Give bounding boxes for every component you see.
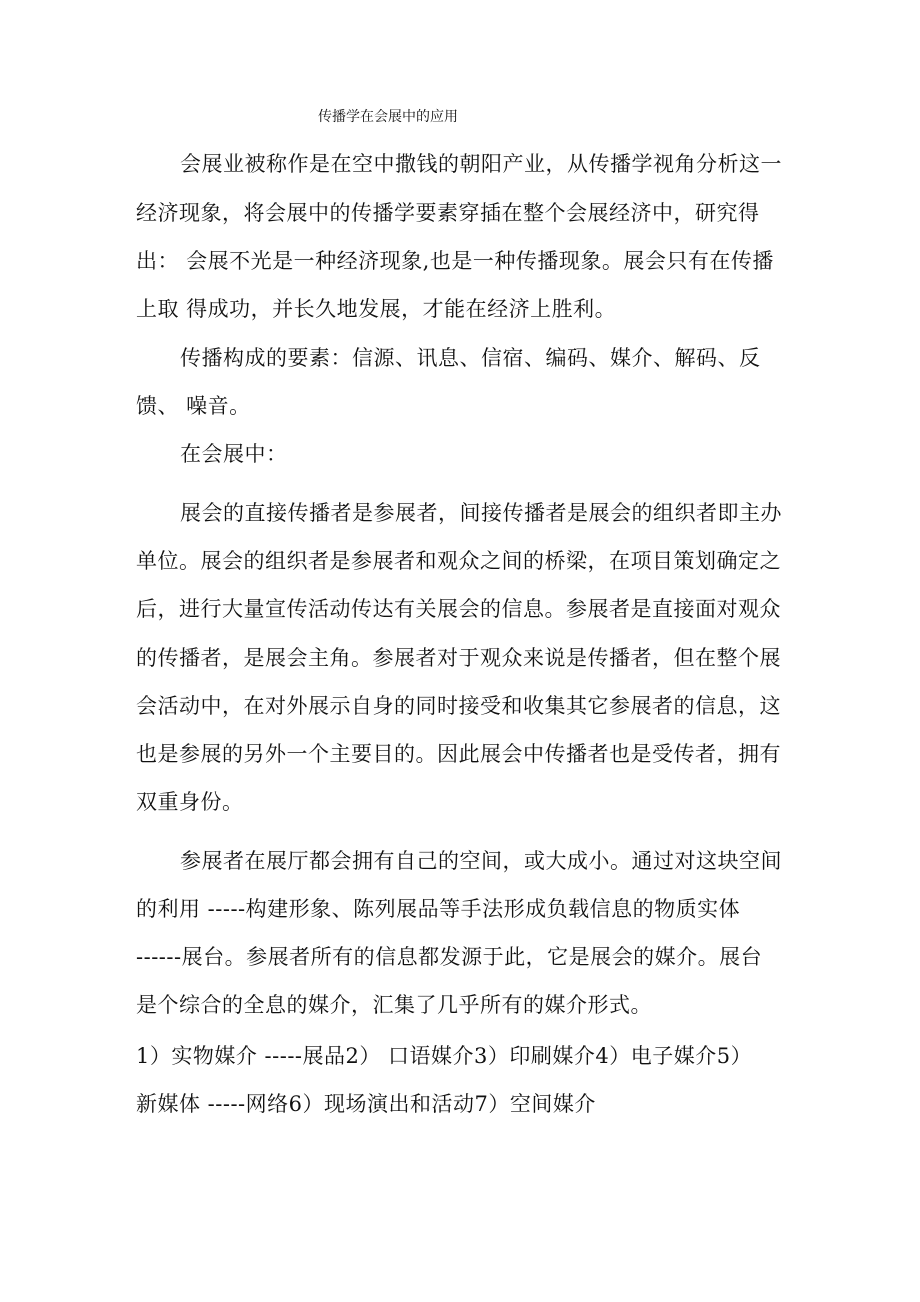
text-line: 展会的直接传播者是参展者，间接传播者是展会的组织者即主办 — [180, 501, 782, 525]
text-line: 馈、 噪音。 — [136, 394, 251, 418]
text-line: 单位。展会的组织者是参展者和观众之间的桥梁，在项目策划确定之 — [136, 549, 781, 573]
text-line: 传播构成的要素：信源、讯息、信宿、编码、媒介、解码、反 — [180, 346, 761, 370]
text-line: 双重身份。 — [136, 790, 244, 814]
text-line: 的利用 -----构建形象、陈列展品等手法形成负载信息的物质实体 — [136, 897, 741, 921]
text-line: 出： 会展不光是一种经济现象,也是一种传播现象。展会只有在传播 — [136, 249, 774, 273]
text-line: 上取 得成功，并长久地发展，才能在经济上胜利。 — [136, 297, 617, 321]
text-line: 参展者在展厅都会拥有自己的空间，或大成小。通过对这块空间 — [180, 849, 782, 873]
text-line: 会活动中，在对外展示自身的同时接受和收集其它参展者的信息，这 — [136, 694, 781, 718]
text-line: 在会展中： — [180, 442, 288, 466]
text-line: 新媒体 -----网络6）现场演出和活动7）空间媒介 — [136, 1092, 596, 1116]
text-line: 1）实物媒介 -----展品2） 口语媒介3）印刷媒介4）电子媒介5） — [136, 1044, 753, 1068]
text-line: 是个综合的全息的媒介，汇集了几乎所有的媒介形式。 — [136, 993, 652, 1017]
text-line: 也是参展的另外一个主要目的。因此展会中传播者也是受传者，拥有 — [136, 742, 781, 766]
text-line: 会展业被称作是在空中撒钱的朝阳产业，从传播学视角分析这一 — [180, 152, 782, 176]
document-title: 传播学在会展中的应用 — [318, 109, 458, 125]
text-line: ------展台。参展者所有的信息都发源于此，它是展会的媒介。展台 — [136, 945, 763, 969]
text-line: 后，进行大量宣传活动传达有关展会的信息。参展者是直接面对观众 — [136, 597, 781, 621]
text-line: 的传播者，是展会主角。参展者对于观众来说是传播者，但在整个展 — [136, 646, 781, 670]
text-line: 经济现象，将会展中的传播学要素穿插在整个会展经济中，研究得 — [136, 201, 760, 225]
